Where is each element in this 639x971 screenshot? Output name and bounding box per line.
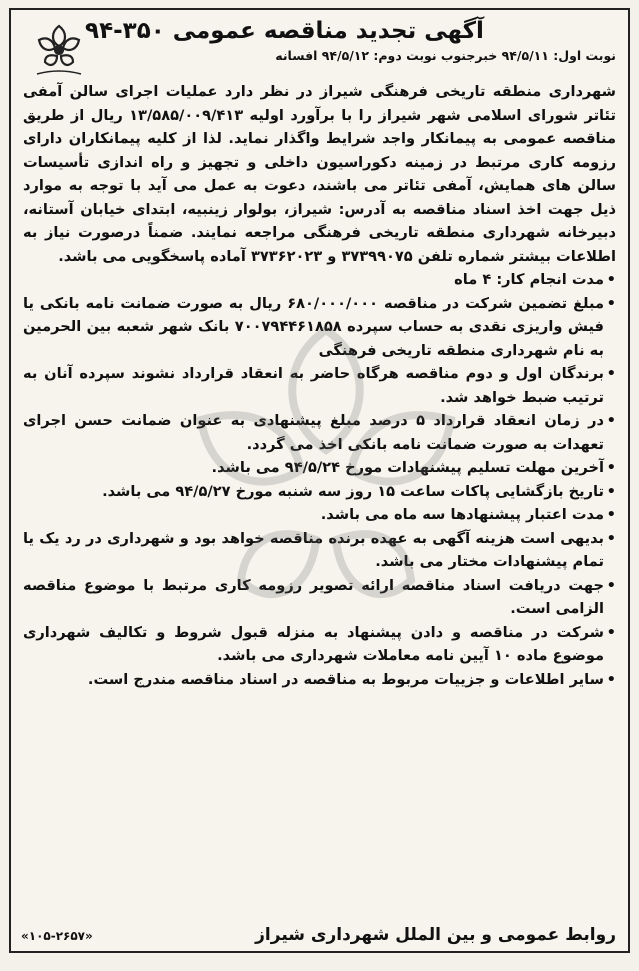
notice-header xyxy=(23,16,616,80)
publication-dates: نوبت اول: ۹۴/۵/۱۱ خبرجنوب نوبت دوم: ۹۴/۵/۱۲ افسانه xyxy=(275,48,616,63)
condition-item: • سایر اطلاعات و جزییات مربوط به مناقصه در اسناد مناقصه مندرج است. xyxy=(23,668,616,692)
notice-title: آگهی تجدید مناقصه عمومی ۳۵۰-۹۴ xyxy=(85,18,484,44)
condition-item: • مبلغ تضمین شرکت در مناقصه ۶۸۰/۰۰۰/۰۰۰ ریال به صورت ضمانت نامه بانکی یا فیش واریزی نقدی به حساب سپرده ۷۰۰۷۹۴۴۶۱۸۵۸ بانک شهر شعبه بین الحرمین به نام شهرداری منطقه تاریخی فرهنگی xyxy=(23,292,616,363)
condition-item: • آخرین مهلت تسلیم پیشنهادات مورخ ۹۴/۵/۲۴ می باشد. xyxy=(23,456,616,480)
condition-item: • شرکت در مناقصه و دادن پیشنهاد به منزله قبول شروط و تکالیف شهرداری موضوع ماده ۱۰ آیین نامه معاملات شهرداری می باشد. xyxy=(23,621,616,668)
condition-item: • تاریخ بازگشایی پاکات ساعت ۱۵ روز سه شنبه مورخ ۹۴/۵/۲۷ می باشد. xyxy=(23,480,616,504)
notice-page xyxy=(9,8,630,953)
condition-item: • مدت انجام کار: ۴ ماه xyxy=(23,268,616,292)
conditions-list xyxy=(23,268,616,691)
notice-code: «۱۰۵-۲۶۵۷» xyxy=(21,929,93,943)
condition-item: • مدت اعتبار پیشنهادها سه ماه می باشد. xyxy=(23,503,616,527)
flower-emblem-icon xyxy=(27,18,91,80)
notice-footer xyxy=(21,925,616,945)
condition-item: • جهت دریافت اسناد مناقصه ارائه تصویر رزومه کاری مرتبط با موضوع مناقصه الزامی است. xyxy=(23,574,616,621)
intro-paragraph: شهرداری منطقه تاریخی فرهنگی شیراز در نظر دارد عملیات اجرای سالن آمفی تئاتر شورای اسلامی شهر شیراز را با برآورد اولیه ۱۳/۵۸۵/۰۰۹/۴۱۳ ریال از طریق مناقصه عمومی به پیمانکار واجد شرایط واگذار نماید. لذا از کلیه پیمانکاران دارای رزومه کاری مرتبط در زمینه دکوراسیون داخلی و تجهیز و راه اندازی تأسیسات سالن های همایش، آمفی تئاتر می باشند، دعوت به عمل می آید با توجه به موارد ذیل جهت اخذ اسناد مناقصه به آدرس: شیراز، بولوار زینبیه، ابتدای خیابان آستانه، دبیرخانه شهرداری منطقه تاریخی فرهنگی مراجعه نمایند. ضمناً درصورت نیاز به اطلاعات بیشتر شماره تلفن ۳۷۳۹۹۰۷۵ و ۳۷۳۶۲۰۲۳ آماده پاسخگویی می باشد. xyxy=(23,83,616,265)
condition-item: • برندگان اول و دوم مناقصه هرگاه حاضر به انعقاد قرارداد نشوند سپرده آنان به ترتیب ضبط خواهد شد. xyxy=(23,362,616,409)
issuer-signature: روابط عمومی و بین الملل شهرداری شیراز xyxy=(255,925,616,945)
condition-item: • بدیهی است هزینه آگهی به عهده برنده مناقصه خواهد بود و شهرداری در رد یک یا تمام پیشنهادات مختار می باشد. xyxy=(23,527,616,574)
condition-item: • در زمان انعقاد قرارداد ۵ درصد مبلغ پیشنهادی به عنوان ضمانت حسن اجرای تعهدات به صورت ضمانت نامه بانکی اخذ می گردد. xyxy=(23,409,616,456)
notice-intro xyxy=(23,80,616,268)
